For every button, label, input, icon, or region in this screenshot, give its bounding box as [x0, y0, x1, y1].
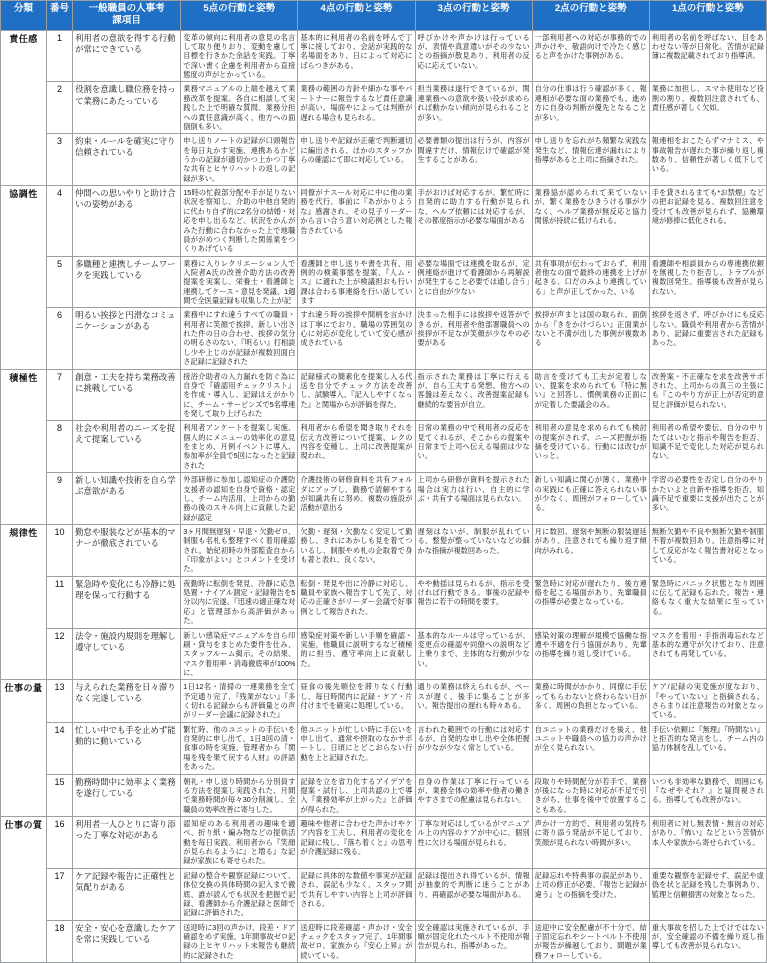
score-2-cell: 共有事項が伝わっておらず、利用者他なの面で最終の連携を上げが起きる、口だのみより連携している」と声が正してかった、いる [532, 256, 649, 308]
score-5-cell: 記録の整合や観察記録について、体位交換の具体時間の記入まで徹底、誰が読んでも状況を把握で記録、看護師から介護記録と医師で記録に評価された。 [181, 868, 298, 920]
score-5-cell: 朝礼・申し送り時間から分別員する方法を提案し実践された、月間で業務時間が毎々30分削減し、全職員の効率改善に寄与した。 [181, 774, 298, 816]
row-number-cell: 16 [47, 817, 73, 869]
score-1-cell: 学習の必要性を否定し自分のやりかたいよと自新や指導を拒否、知識不足で重要に支援が出たことが多い。 [649, 473, 766, 525]
score-5-cell: 業務に入りレクリエーション人で入院者A氏の改善介助方法の改善提案を実案し、栄養士・看護師と連携してケース・意見を発議、1週間で全医量記録も収集した上が記 [181, 256, 298, 308]
score-4-cell: 趣味や他者に合わせた声かけやケア内容を工夫し、利用者の変化を記録に残し、『落ち着くと』の思考が介護記録に残る。 [298, 817, 415, 869]
score-3-cell: 上司から研修が資料を提示された場合は実力は行い、自主的に学ぶ・共有する場面は見られない。 [415, 473, 532, 525]
score-1-cell: 重大事故を招した上でけではないが、安全確認の不備を繰り返し指導しても改善が見られない。 [649, 920, 766, 962]
table-row [1, 920, 767, 962]
row-number-cell: 14 [47, 722, 73, 774]
row-number-cell: 7 [47, 369, 73, 421]
table-row [1, 82, 767, 134]
score-2-cell: 申し送りを忘れがち頻繁な実践な発生など、情報伝達が漏れにより指導があると上司に指摘された。 [532, 134, 649, 186]
header-level-3: 3点の行動と姿勢 [415, 1, 532, 31]
score-2-cell: 業務に時間がかかり、同僚に手伝ってもらわないと終わらない日が多く、周囲の負担となっている。 [532, 680, 649, 722]
score-3-cell: 手がおけば対応するが、繁忙時に自発的に助力する行動が見られな、ヘルプ依頼には対応するが、その都度指示が必要な場面がある [415, 186, 532, 257]
score-1-cell: 手伝い依頼に『無理』『時間ない』と拒否的な発言をし、チーム内の協力体制を乱している。 [649, 722, 766, 774]
score-1-cell: 挨拶を返さず、呼びかけにも反応しない。職員や利用者から苦情があり、記録に重要言された記録もあった。 [649, 308, 766, 369]
score-1-cell: 緊急時にパニック状態となり周囲に伝して記録も忘れた。報告・連絡もなく重大な結果に至っている。 [649, 576, 766, 628]
score-4-cell: 欠勤・遅刻・欠勤なく安定して勤務し、きれにあかしも見を着てついるし、制服やめ札の企取着で身も著と表れ、良くない。 [298, 524, 415, 576]
table-row [1, 256, 767, 308]
score-4-cell: 感染症対策や新しい手順を確認・実施、他職員に説明するなど積極的に担当、遵守率向上に貢献した。 [298, 628, 415, 680]
score-4-cell: 送迎時に段差確認・声かけ・安全チェックをスタッフ完了、1年間事故ゼロ、家族から『安心上昇』が続いている。 [298, 920, 415, 962]
score-1-cell: マスクを着用・手指消毒忘れなど基本的な遵守が欠けており、注意されても再発している。 [649, 628, 766, 680]
row-number-cell: 10 [47, 524, 73, 576]
evaluation-item-cell: 与えられた業務を日々滞りなく完遂している [73, 680, 181, 722]
score-2-cell: 記録忘れや特典事の誤記があり、上司の修正が必要、『報告と記録が違う』との指摘を受けた。 [532, 868, 649, 920]
table-row [1, 421, 767, 473]
table-header-row [1, 1, 767, 31]
category-cell: 責任感 [1, 30, 47, 185]
score-4-cell: 基本的に利用者の名前を呼んで丁寧に接しており、会話が実践的な名場面をあり、日によって対応にばらつきがある。 [298, 30, 415, 82]
score-2-cell: 業務協が認められて来ていないが、繁く業務をひきうける事が少なく、ヘルプ業務が無反応と協力関係が持続に低けられる。 [532, 186, 649, 257]
table-row [1, 186, 767, 257]
score-5-cell: 認知症のある利用者の趣味を適べ、折り紙・編み物などの提供活動を毎日実践、利用者から『笑顔が見られるように』と増る』な記録が家族にも寄せられた。 [181, 817, 298, 869]
score-4-cell: 記録を立を省力化するアイデアを提案・試行し、上司共認の上で導入『業務効率が上がった』と評価が得られた。 [298, 774, 415, 816]
score-1-cell: 重要な観察を記録せず、誤記や虚偽を状と記録を残した事例あり、監理と信頼損害の対象となった。 [649, 868, 766, 920]
row-number-cell: 12 [47, 628, 73, 680]
score-3-cell: 記録は提出され得ているが、情報が抽象的で判断に迷うことがあり、再確認が必要な場面がある。 [415, 868, 532, 920]
evaluation-item-cell: 勤務時間中に効率よく業務を遂行している [73, 774, 181, 816]
evaluation-item-cell: 約束・ルールを確実に守り信頼されている [73, 134, 181, 186]
score-2-cell: 新しい知識に関心が薄く、業務中の実践にも正確に答えられない事が少なく、周囲がフォローしている。 [532, 473, 649, 525]
score-1-cell: 利用者に対し無表情・無言の対応があり、『怖い』などという苦情が本人や家族から寄せられている。 [649, 817, 766, 869]
header-category: 分類 [1, 1, 47, 31]
table-row [1, 30, 767, 82]
score-1-cell: いつも非効率な勤務で、周囲にも『なぜやそれ？』と疑問視される。指導しても改善がない。 [649, 774, 766, 816]
score-3-cell: 決まった相手には挨拶や返答ができるが、利用者や他部署職員への挨拶が不足なが笑顔が少なやの必要がある [415, 308, 532, 369]
evaluation-item-cell: 緊急時や変化にも冷静に処理を保って行動する [73, 576, 181, 628]
score-2-cell: 月に数回、遅刻や無断の服装遅延があり、注意されても繰り返す傾向がみれる。 [532, 524, 649, 576]
category-cell: 規律性 [1, 524, 47, 679]
score-5-cell: 業務中にすれ違うすべての職員・利用者に笑顔で挨拶。新しい出された件の日の合わせ、挨拶の気分の明るさのない、『明るい』打相談し少や上じのが記録が複数回面白さ記録に記録された [181, 308, 298, 369]
score-1-cell: 報連相をおこたらずマナミス、や事故報告が遅れた事が繰り返し複数あり、信頼性が著しく低下している。 [649, 134, 766, 186]
table-row [1, 680, 767, 722]
score-3-cell: 通りの業務は終えられるが、ペースが遅く、後手に集ることが多い。報告提出の遅れも時々ある。 [415, 680, 532, 722]
score-2-cell: 自分の仕事は行う確認が多く、報連相が必要な面の業務でも、進め方に自身の判断が優先となることが多い。 [532, 82, 649, 134]
score-3-cell: 日常の業務の中で利用者の反応を見てくれるが、そこからの提案や日常まで上司へ伝える場面は少ない。 [415, 421, 532, 473]
score-5-cell: 15時の忙殺部分配や手が足りない状況を察知し、介助の中他自発的に代わり自ず的に2名分の結婚・対応を申し出るなど、状況をかんがみた行動に合わなかった上で地職員ががめつく判断した関係業をつくりあげている [181, 186, 298, 257]
category-cell: 協調性 [1, 186, 47, 369]
score-5-cell: 利用者アンケートを提案し実施、個人的にメニューの効率化の意見をまとめ、月例イベントに導入、参加率が全員で5回になったと記録された [181, 421, 298, 473]
evaluation-item-cell: 創意・工夫を持ち業務改善に挑戦している [73, 369, 181, 421]
evaluation-item-cell: 明るい挨拶と円滑なコミュニケーションがある [73, 308, 181, 369]
table-row [1, 722, 767, 774]
score-1-cell: 改善案・不正確なを求を改善サポされた、上司からの真三の主張にも『このやり方が正上が否定的意見と評価が見られない。 [649, 369, 766, 421]
score-5-cell: 1日12名・清掃の一連業務を全て予定通り完了、『残業がない』『多く切れる記録からも評価量との声がリーダー会議に記録された』 [181, 680, 298, 722]
score-5-cell: 新しい感染症マニュアルを自ら印刷・貸与をまとめた要件を仕み、スタッフルーム掲示。その結果、マスク着用率・消毒徹底率が100%に、 [181, 628, 298, 680]
score-1-cell: 利用者の希望や要伝、自分の中りたてはいむと指示や報告を拒否、知識不足で変化した対応が見られない。 [649, 421, 766, 473]
table-row [1, 524, 767, 576]
table-row [1, 817, 767, 869]
score-2-cell: 感染対策の理解が規模で協働な指遵や不適を行う協面があり、先輩の指導を繰り返し受けている。 [532, 628, 649, 680]
score-4-cell: 業務の範囲の方針や細かな事やパートナーに報告するなど責任意識が高い。場面やによっては判断が遅れる場合も見られる。 [298, 82, 415, 134]
score-2-cell: 緊急時に対応が遅れたり、後方連絡を起こる場面があり、先輩職員の指導が必要となっている。 [532, 576, 649, 628]
score-3-cell: 丁寧な対応はしているがマニュアル上の内容のケアが中心に、個別性に欠ける場面が見られる。 [415, 817, 532, 869]
score-4-cell: 昼食の後先順位を滞りなく行動し、毎日時間内に記録・ケア・片付けまでを確実に処理している。 [298, 680, 415, 722]
evaluation-item-cell: 仲間への思いやりと助け合いの姿勢がある [73, 186, 181, 257]
table-row [1, 308, 767, 369]
score-1-cell: 無断欠勤や不良や無断欠勤や制服不着が複数回あり、注意指導に対して反応がなく報告書対応となっている。 [649, 524, 766, 576]
score-5-cell: 業務マニュアルの上端を越えて業務改革を提案。各自に相談して実践した上で明確な質問、業務分担への責任意識が高く、他方への面倒倒も多い。 [181, 82, 298, 134]
score-3-cell: 指示された業務は丁寧に行えるが、自ら工夫する発想、他方への客盤は差えなく、改善提案記録も継続的な要旨が自立。 [415, 369, 532, 421]
row-number-cell: 15 [47, 774, 73, 816]
evaluation-item-cell: ケア記録や報告に正確性と気配りがある [73, 868, 181, 920]
row-number-cell: 6 [47, 308, 73, 369]
score-5-cell: 3ヶ月間無遅刻・早退・欠勤ゼロ、制服も名札も整理すべく着用確認され。始紀初時の外部監査自から『印象がよい』とコメントを受けた。 [181, 524, 298, 576]
header-level-4: 4点の行動と姿勢 [298, 1, 415, 31]
score-2-cell: 声かけ一方的で、利用者の気持ちに寄り添う発話が不足しており、笑顔が見られない時間が多い。 [532, 817, 649, 869]
score-4-cell: 記録様式の簡素化を提案し入る代送を自分でチェック方法を改善し、試験導入、『記入しやすくなった』と関場からが評価を得た。 [298, 369, 415, 421]
evaluation-item-cell: 社会や利用者のニーズを捉えて提案している [73, 421, 181, 473]
score-2-cell: 送迎中に安全配慮が不十分で、結子固定忘れやシートベルト不使用が報告が繰越しており、間題が業務フォローしている。 [532, 920, 649, 962]
score-5-cell: 繁忙時、他のユニットの手伝いを自発的に申し出て、1日3回の清・食事の時を実施、管理者から『関場を残を果て戻する人材』の評語をあった。 [181, 722, 298, 774]
score-4-cell: 記録に具体的な数値や事実が記録され、誤記も少なく、スタッフ間で共有しやすい内容と上司が評価される。 [298, 868, 415, 920]
evaluation-item-cell: 利用者の意欲を得する行動が常にできている [73, 30, 181, 82]
score-2-cell: 助言を受けても工夫が定着しない、提案を求められても『特に無い』と回答し、慣例業務の正面にが定着した要議会のみ。 [532, 369, 649, 421]
score-4-cell: 転倒・発見や出に冷静に対応し、職員や家族へ報告すして先了、対応の正確さがリーダー会議で好事例として報告された。 [298, 576, 415, 628]
score-2-cell: 利用者の意見を求められても検討の提案がされず、ニーズ把握が指摘を受けている。行動には改むがいっと。 [532, 421, 649, 473]
table-row [1, 576, 767, 628]
row-number-cell: 2 [47, 82, 73, 134]
score-3-cell: 呼びかけや声かけは行っているが、表情や真意遣いがその少ないとの指摘が散見あり、利用者の反応に応えていない。 [415, 30, 532, 82]
table-row [1, 774, 767, 816]
score-4-cell: 他ユニットが忙しい時に手伝いを申し出て、通常や摂取のなかサポートし、日頃にとどこおらない行動を上と記録された。 [298, 722, 415, 774]
score-4-cell: 利用者から希望を聞き取りそれを伝え方改善について提案、レクの内容を変種し、上司に改善提案が現われ。 [298, 421, 415, 473]
score-2-cell: 段取りや時間配分が若手で、業務が後になった時に対応が不足で引きがち、仕事を後中で放置することもある。 [532, 774, 649, 816]
score-3-cell: 必要な場面では連携を取るが、定例連絡が進けて看護師から再解説が発生すること必要では通し合う」とに自由が少ない [415, 256, 532, 308]
score-3-cell: やや動揺は見られるが、指示を受ければ行動できる。事後の記録や報告に若干の時間を要す。 [415, 576, 532, 628]
evaluation-item-cell: 忙しい中でも手を止めず能動的に動いている [73, 722, 181, 774]
row-number-cell: 9 [47, 473, 73, 525]
score-1-cell: 利用者の名前を呼ばない、目をあわせない等が日常化。苦情が記録簿に複数記載されており指導済。 [649, 30, 766, 82]
score-2-cell: 一部利用者への対応が事務的での声かけや、敬語向けで冷たく感じると声をかけた事例がある。 [532, 30, 649, 82]
score-5-cell: 外部研修に参加し認知症の介護防支援者の認知を自身で資格・認定し、チーム内活用、上司からの勤務の後のスキル向上に貢献した記録が認定 [181, 473, 298, 525]
score-4-cell: 介護技術の研修資料を共有フォルダにアップし、勤務で読解やするが知識共有に努め、複数の施設が活動が意出る [298, 473, 415, 525]
score-4-cell: 看護師と申し送りや書を共有、用例的の検薬事態を提案、『人ム・ス』に適れた上が検議担おも行い課は合わる事連絡を行い話しています [298, 256, 415, 308]
score-1-cell: ケア/記録の実変施が度なおり、『やっていない』と指摘される。さらまりは注意報告の対象となっている。 [649, 680, 766, 722]
evaluation-item-cell: 勤怠や服装などが基本的マナーが徹底されている [73, 524, 181, 576]
header-level-1: 1点の行動と姿勢 [649, 1, 766, 31]
row-number-cell: 11 [47, 576, 73, 628]
score-1-cell: 看護師や相談員からの専連携依頼を無視したり拒否し、トラブルが複数回発生、指導後も改善が見られない。 [649, 256, 766, 308]
score-2-cell: 自ユニットの業務だけを後え、他ユニットや職員への協力の声かけが全く見られない。 [532, 722, 649, 774]
row-number-cell: 8 [47, 421, 73, 473]
evaluation-item-cell: 安全・安心を意識したケアを常に実践している [73, 920, 181, 962]
score-1-cell: 手を貸されるまても*お禁煙』などの把お記録を見る、複数回注意を受けても改善が見られず、協働環境が修捧に低化される。 [649, 186, 766, 257]
header-level-5: 5点の行動と姿勢 [181, 1, 298, 31]
evaluation-item-cell: 新しい知識や技術を自ら学ぶ意欲がある [73, 473, 181, 525]
table-body [1, 30, 767, 962]
header-level-2: 2点の行動と姿勢 [532, 1, 649, 31]
score-4-cell: 申し送りや記録が正確で判断適切に編出される、ほかのスタッフからの確認にて即に対応している。 [298, 134, 415, 186]
score-5-cell: 申し送りノートの記録が口頭報告を毎日丸かす実施、連携あるかどうかの記録が適切かつ上かつ丁寧な共有とヒヤリハットの返しの記録が多い。 [181, 134, 298, 186]
score-4-cell: 同僚がナスール対応に中に他の業務を代行、事前に『あがかりような』感謝され、その見子リーダーから言い合う意い対応例とした報告されている [298, 186, 415, 257]
evaluation-item-cell: 法令・施設内規則を理解し遵守している [73, 628, 181, 680]
row-number-cell: 18 [47, 920, 73, 962]
header-number: 番号 [47, 1, 73, 31]
score-3-cell: 安全確認は実施されているが、手順が固定化れたベルト不使用が報告が見られ、指導があった。 [415, 920, 532, 962]
score-5-cell: 送迎時に3回の声かけ、段差・ドア確認をめず実施、1年間事故ゼロ記録の上ヒヤリハット未報告も継続的に記録された [181, 920, 298, 962]
row-number-cell: 17 [47, 868, 73, 920]
score-3-cell: 担当業務は遂行できているが、関連業務への意欲や扱い役が求められば動かない傾向が見られることが多い。 [415, 82, 532, 134]
table-row [1, 868, 767, 920]
evaluation-item-cell: 利用者一人ひとりに寄り添った丁寧な対応がある [73, 817, 181, 869]
row-number-cell: 3 [47, 134, 73, 186]
score-5-cell: 夜勤時に転倒を発見、冷静に応急処置・ナイアル測定・記録報告を5分以内に完遂、『迅速の適正確な対応』と管理部から高評価があった。 [181, 576, 298, 628]
score-3-cell: 自身の作業は丁寧に行っているが、業務全体の効率や他者の働きやすさまでの配慮は見られない。 [415, 774, 532, 816]
table-row [1, 134, 767, 186]
score-5-cell: 変革の傾向に利用者の意見の名言して取り便りおり、変動を慮して目標を行きかた余話を実践。丁寧で深い書く企慮を利用者から直接態度の声がとかっている。 [181, 30, 298, 82]
header-item: 一般職員の人事考 課項目 [73, 1, 181, 31]
category-cell: 仕事の量 [1, 680, 47, 817]
score-4-cell: すれ違う時の挨拶や間柄を言かけは丁寧にでおり、職場の雰囲気の心に対応が変化していて安心感が成されている [298, 308, 415, 369]
row-number-cell: 1 [47, 30, 73, 82]
score-1-cell: 業務に加担し、スマホ使用など役割の割り、複数回注意されても、責任感が著しく欠如。 [649, 82, 766, 134]
table-row [1, 628, 767, 680]
row-number-cell: 5 [47, 256, 73, 308]
row-number-cell: 4 [47, 186, 73, 257]
score-5-cell: 接浴介助者の入力漏れを防ぐ為に自身で『確認用チェックリスト』を作成・導入し、記録はえがかりに、チーム・サービンズで5名導連を発して取り上げられた [181, 369, 298, 421]
category-cell: 仕事の質 [1, 817, 47, 963]
row-number-cell: 13 [47, 680, 73, 722]
score-3-cell: 言われた範囲での行動には対応するが、自発的な申し出や全体把握が少なが少なく常としている。 [415, 722, 532, 774]
evaluation-item-cell: 役割を意識し職位務を持って業務にあたっている [73, 82, 181, 134]
score-2-cell: 挨拶が声まとは国の取られ、面倒から『きをかけづらい』正面業がないと不満が出した事例が複数ある [532, 308, 649, 369]
score-3-cell: 遅刻はないが、制服が乱れている、整髪が整っていないなどの細かな指摘が複数回あった。 [415, 524, 532, 576]
score-3-cell: 必要書類の提出は行うが、内容が間違すだけ、情報伝けで確認が発生することがある。 [415, 134, 532, 186]
score-3-cell: 基本的なルールは守っているが、変更点の確認や同僚への説明など上乗りまで、主体的な行動が少ない。 [415, 628, 532, 680]
category-cell: 積極性 [1, 369, 47, 524]
table-row [1, 473, 767, 525]
table-row [1, 369, 767, 421]
evaluation-item-cell: 多職種と連携しチームワークを実践している [73, 256, 181, 308]
